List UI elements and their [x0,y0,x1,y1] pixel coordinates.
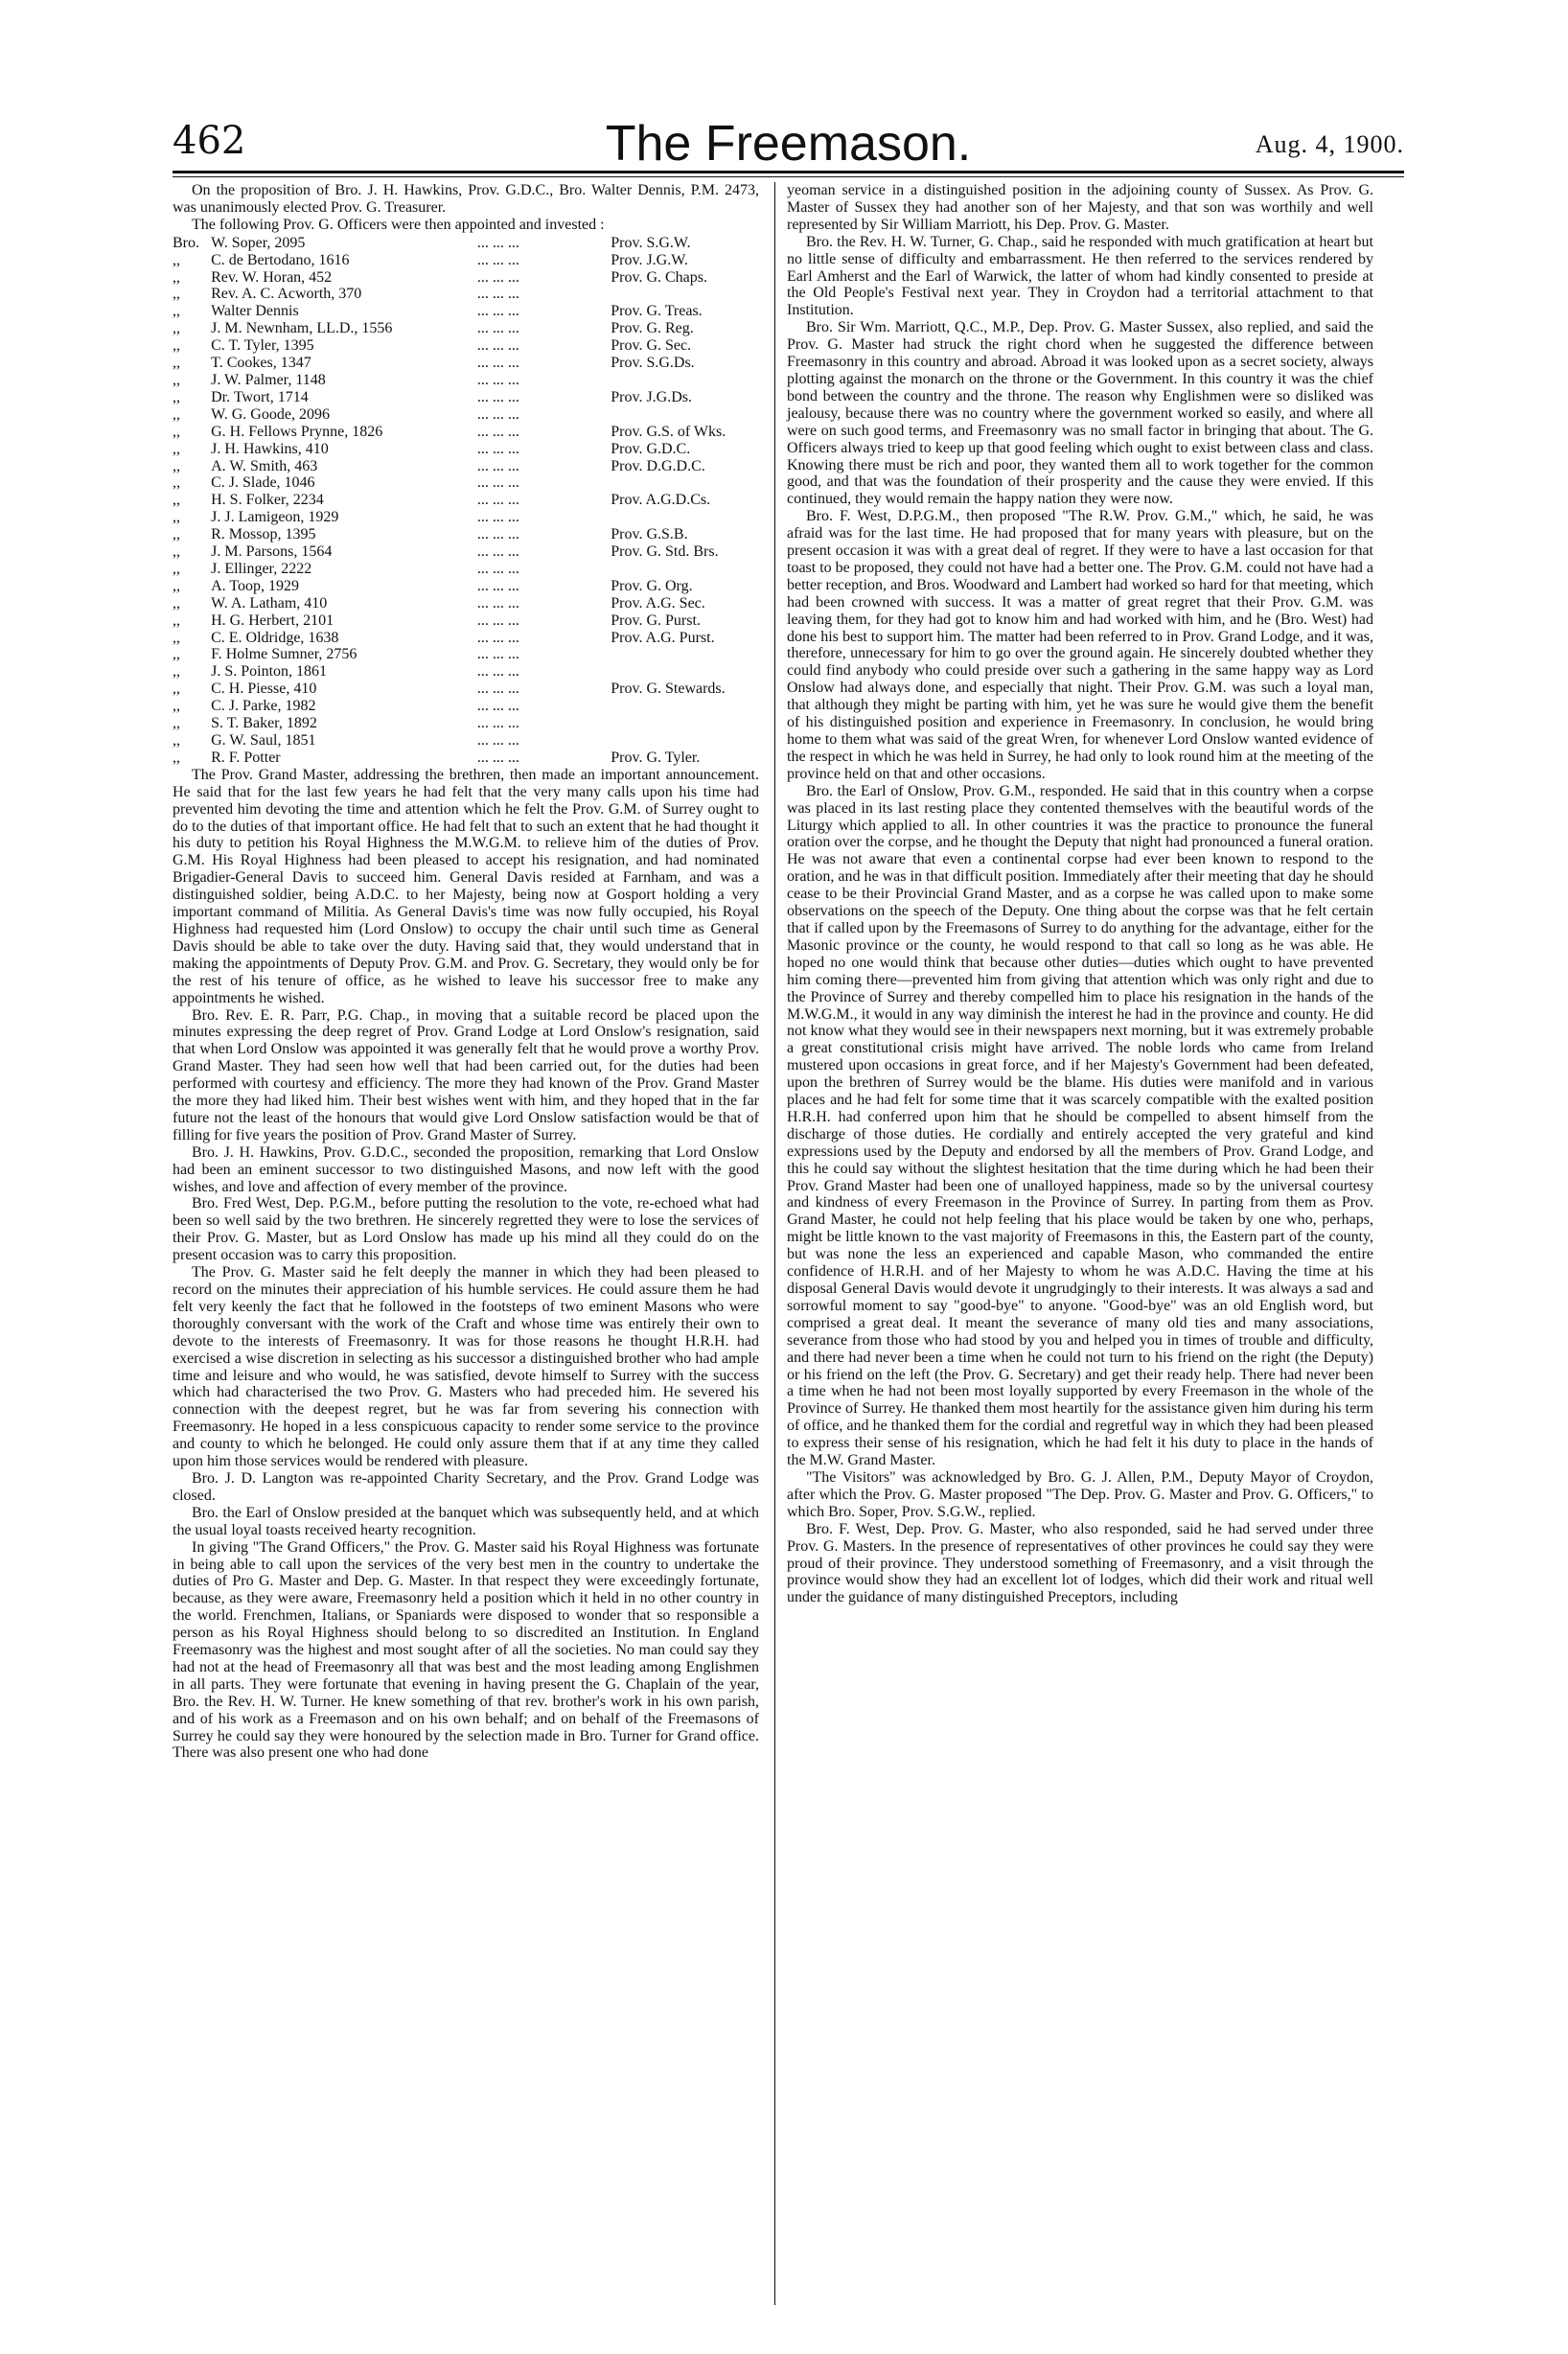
officer-name: Rev. W. Horan, 452 [211,268,333,286]
officer-row [173,630,748,647]
officer-row [173,286,748,303]
officer-prefix: ,, [173,320,180,337]
article-paragraph: Bro. Fred West, Dep. P.G.M., before putting the resolution to the vote, re-echoed what had been so well said by the two brethren. He sincerely regretted they were to lose the services of their Prov. G. Master, but as Lord Onslow has made up his mind all they could do on the present occasion was to carry this proposition. [173,1195,759,1264]
officer-prefix: ,, [173,371,180,388]
leader-dots: ... ... ... [476,526,519,543]
masthead-title: The Freemason. [605,116,972,172]
leader-dots: ... ... ... [476,303,519,320]
left-column [173,182,759,1762]
officer-row [173,372,748,389]
officer-office [611,406,748,424]
officer-row [173,474,748,492]
officer-name: C. E. Oldridge, 1638 [211,629,339,646]
article-paragraph: Bro. F. West, D.P.G.M., then proposed "The R.W. Prov. G.M.," which, he said, he was afraid was for the last time. He had proposed that for many years with pleasure, but on the present occasion it was with a great deal of regret. If they were to have a last occasion for that toast to be proposed, they could not have had a better one. The Prov. G.M. could not have had a better reception, and Bros. Woodward and Lambert had worked so hard for that meeting, which had been crowned with success. It was a matter of great regret that their Prov. G.M. was leaving them, for they had got to know him and had worked with him, and he (Bro. West) had done his best to support him. The matter had been referred to in Prov. Grand Lodge, and it was, therefore, unnecessary for him to go over the ground again. He sincerely doubted whether they could find anybody who could preside over such a gathering in the same happy way as Lord Onslow had always done, and especially that night. Their Prov. G.M. was such a loyal man, that although they might be parting with him, yet he was sure he would give them the benefit of his distinguished position and experience in Freemasonry. In conclusion, he would bring home to them what was said of the great Wren, for whenever Lord Onslow wanted evidence of the respect in which he was held in Surrey, he had only to look round him at the meeting of the province held on that and other occasions. [787,508,1373,782]
officer-row [173,320,748,337]
officer-row [173,252,748,269]
officer-office: Prov. S.G.Ds. [611,355,695,372]
leader-dots: ... ... ... [476,457,519,474]
officer-prefix: ,, [173,560,180,577]
article-paragraph: Bro. the Earl of Onslow, Prov. G.M., responded. He said that in this country when a corpse was placed in its last resting place they contented themselves with the beautiful words of the Liturgy which applied to all. In other countries it was the practice to pronounce the funeral oration over the corpse, and he thought the Deputy that night had pronounced a funeral oration. He was not aware that even a continental corpse had ever been known to respond to the oration, and he was in that difficult position. Immediately after their meeting that day he should cease to be their Provincial Grand Master, and as a corpse he was called upon to make some observations on the speech of the Deputy. One thing about the corpse was that he felt certain that if called upon by the Freemasons of Surrey to do anything for the advantage, either for the Masonic province or the county, he would respond to that call so long as he was able. He hoped no one would think that because other duties—duties which ought to have prevented him coming there—prevented him from giving that attention which was only right and due to the Province of Surrey and thereby compelled him to place his resignation in the hands of the M.W.G.M., it would in any way diminish the interest he had in the province and county. He did not know what they would see in their newspapers next morning, but it was extremely probable a great constitutional crisis might have arrived. The noble lords who came from Ireland mustered upon occasions in great force, and if her Majesty's Government had been defeated, upon the brethren of Surrey would be the blame. His duties were manifold and in various places and he had felt for some time that it was scarcely compatible with the exalted position H.R.H. had conferred upon him that he should be compelled to absent himself from the discharge of those duties. He cordially and entirely accepted the very grateful and kind expressions used by the Deputy and endorsed by all the members of Prov. Grand Lodge, and this he could say without the slightest hesitation that the time during which he had been their Prov. Grand Master had been one of unalloyed happiness, made so by the universal courtesy and kindness of every Freemason in the Province of Surrey. In parting from them as Prov. Grand Master, he could not help feeling that his place would be taken by one who, perhaps, might be little known to the vast majority of Freemasons in this, the Eastern part of the county, but was none the less an experienced and capable Mason, who commanded the entire confidence of H.R.H. and of her Majesty to whom he was A.D.C. Having the time at his disposal General Davis would devote it ungrudgingly to their interests. It was always a sad and sorrowful moment to say "good-bye" to anyone. "Good-bye" was an old English word, but comprised a great deal. It meant the severance of many old ties and many associations, severance from those who had stood by you and helped you in times of trouble and difficulty, and there had never been a time when he could not turn to his friend on the right (the Deputy) or his friend on the left (the Prov. G. Secretary) and get their ready help. There had never been a time when he had not been most loyally supported by every Freemason in the whole of the Province of Surrey. He thanked them most heartily for the assistance given him during his term of office, and he thanked them for the cordial and regretful way in which they had been pleased to express their sense of his resignation, which he had felt it his duty to place in the hands of the M.W. Grand Master. [787,782,1373,1469]
leader-dots: ... ... ... [476,594,519,612]
header-rule-thin [173,176,1404,177]
officer-row [173,663,748,681]
officer-row [173,526,748,543]
leader-dots: ... ... ... [476,371,519,388]
officer-row [173,441,748,458]
officer-row [173,543,748,561]
officer-office: Prov. G. Reg. [611,320,694,337]
officer-office: Prov. G. Std. Brs. [611,543,719,561]
officer-prefix: ,, [173,526,180,543]
officer-prefix: ,, [173,268,180,286]
article-paragraph: "The Visitors" was acknowledged by Bro. G. J. Allen, P.M., Deputy Mayor of Croydon, after which the Prov. G. Master proposed "The Dep. Prov. G. Master and Prov. G. Officers," to which Bro. Soper, Prov. S.G.W., replied. [787,1468,1373,1520]
leader-dots: ... ... ... [476,612,519,629]
leader-dots: ... ... ... [476,423,519,440]
officer-name: J. M. Parsons, 1564 [211,543,333,561]
right-column [787,182,1373,1606]
officer-office [611,698,748,715]
article-paragraph: In giving "The Grand Officers," the Prov. G. Master said his Royal Highness was fortunate in being able to call upon the services of the very best men in the country to undertake the duties of Pro G. Master and Dep. G. Master. In that respect they were exceedingly fortunate, because, as they were aware, Freemasonry held a position which it held in no other country in the world. Frenchmen, Italians, or Spaniards were disposed to wonder that so responsible a person as his Royal Highness should belong to so discredited an Institution. In England Freemasonry was the highest and most sought after of all the societies. No man could say they had not at the head of Freemasonry all that was best and the most leading among Englishmen in all parts. They were fortunate that evening in having present the G. Chaplain of the year, Bro. the Rev. H. W. Turner. He knew something of that rev. brother's work in his own parish, and of his work as a Freemason and on his own behalf; and on behalf of the Freemasons of Surrey he could say they were honoured by the selection made in Bro. Turner for Grand office. There was also present one who had done [173,1538,759,1762]
article-paragraph: yeoman service in a distinguished position in the adjoining county of Sussex. As Prov. G. Master of Sussex they had another son of her Majesty, and that son was worthily and well represented by Sir William Marriott, his Dep. Prov. G. Master. [787,182,1373,233]
officer-office [611,663,748,681]
leader-dots: ... ... ... [476,749,519,766]
officer-office: Prov. G.S. of Wks. [611,423,726,440]
officer-prefix: ,, [173,543,180,561]
officer-name: J. H. Hawkins, 410 [211,440,329,457]
officer-prefix: ,, [173,715,180,732]
officer-row [173,406,748,424]
leader-dots: ... ... ... [476,715,519,732]
officer-prefix: ,, [173,681,180,698]
officer-name: G. W. Saul, 1851 [211,732,316,749]
officer-office: Prov. G. Org. [611,577,693,594]
officer-name: A. Toop, 1929 [211,577,300,594]
officer-prefix: ,, [173,303,180,320]
column-divider [774,182,775,2305]
officer-row [173,698,748,715]
officer-row [173,235,748,252]
officer-name: W. G. Goode, 2096 [211,405,330,423]
officer-name: C. de Bertodano, 1616 [211,251,350,268]
officer-prefix: ,, [173,492,180,509]
officer-office [611,286,748,303]
officer-name: A. W. Smith, 463 [211,457,318,474]
officer-row [173,681,748,698]
officer-prefix: ,, [173,698,180,715]
officer-row [173,458,748,475]
officer-prefix: ,, [173,474,180,492]
leader-dots: ... ... ... [476,405,519,423]
officer-office [611,715,748,732]
officer-office: Prov. G. Treas. [611,303,703,320]
officer-name: R. Mossop, 1395 [211,526,316,543]
leader-dots: ... ... ... [476,560,519,577]
officer-prefix: ,, [173,388,180,405]
article-paragraph: The Prov. Grand Master, addressing the brethren, then made an important announcement. He said that for the last few years he had felt that the very many calls upon his time had prevented him devoting the time and attention which he felt the Prov. G.M. of Surrey ought to do to the duties of that important office. He had felt that to such an extent that he had thought it his duty to petition his Royal Highness the M.W.G.M. to relieve him of the duties of Prov. G.M. His Royal Highness had been pleased to accept his resignation, and had nominated Brigadier-General Davis to succeed him. General Davis resided at Farnham, and was a distinguished soldier, being A.D.C. to her Majesty, being now at Gosport holding a very important command of Militia. As General Davis's time was now fully occupied, his Royal Highness had requested him (Lord Onslow) to occupy the chair until such time as General Davis should be able to take over the duty. Having said that, they would understand that in making the appointments of Deputy Prov. G.M. and Prov. G. Secretary, they would only be for the rest of his tenure of office, as he wished to leave his successor free to make any appointments he wished. [173,766,759,1006]
officer-office: Prov. G. Stewards. [611,681,726,698]
leader-dots: ... ... ... [476,646,519,663]
officer-office: Prov. A.G. Purst. [611,629,715,646]
leader-dots: ... ... ... [476,251,519,268]
officer-name: Walter Dennis [211,303,299,320]
officer-office [611,646,748,663]
article-paragraph: Bro. the Rev. H. W. Turner, G. Chap., said he responded with much gratification at heart but no little sense of difficulty and embarrassment. He then referred to the services rendered by Earl Amherst and the Earl of Warwick, the latter of whom had kindly consented to preside at the Old People's Festival next year. They in Croydon had a territorial attachment to that Institution. [787,233,1373,319]
officer-row [173,578,748,595]
officer-prefix: ,, [173,251,180,268]
leader-dots: ... ... ... [476,388,519,405]
officer-name: Rev. A. C. Acworth, 370 [211,286,362,303]
officer-prefix: ,, [173,629,180,646]
leader-dots: ... ... ... [476,268,519,286]
left-article-body [173,767,759,1763]
leader-dots: ... ... ... [476,698,519,715]
officer-name: Dr. Twort, 1714 [211,388,309,405]
officer-office [611,509,748,526]
officer-row [173,715,748,732]
officer-name: C. J. Slade, 1046 [211,474,315,492]
officer-name: J. S. Pointon, 1861 [211,663,328,681]
officer-name: W. A. Latham, 410 [211,594,328,612]
officer-prefix: ,, [173,577,180,594]
leader-dots: ... ... ... [476,337,519,355]
officer-office: Prov. G. Chaps. [611,268,707,286]
officer-office: Prov. D.G.D.C. [611,457,705,474]
officer-prefix: ,, [173,646,180,663]
officer-row [173,355,748,372]
intro-paragraph: The following Prov. G. Officers were then appointed and invested : [192,216,605,233]
leader-dots: ... ... ... [476,234,519,251]
officer-row [173,595,748,612]
officer-office [611,372,748,389]
officer-row [173,269,748,287]
leader-dots: ... ... ... [476,732,519,749]
officer-prefix: ,, [173,663,180,681]
officer-name: C. H. Piesse, 410 [211,681,317,698]
officer-row [173,303,748,320]
officer-name: G. H. Fellows Prynne, 1826 [211,423,383,440]
right-article-body [787,182,1373,1606]
officer-prefix: ,, [173,594,180,612]
officer-name: F. Holme Sumner, 2756 [211,646,357,663]
officer-row [173,561,748,578]
article-paragraph: Bro. the Earl of Onslow presided at the banquet which was subsequently held, and at which the usual loyal toasts received hearty recognition. [173,1504,759,1538]
officer-prefix: ,, [173,612,180,629]
officer-office: Prov. G. Sec. [611,337,692,355]
leader-dots: ... ... ... [476,509,519,526]
leader-dots: ... ... ... [476,286,519,303]
officer-name: R. F. Potter [211,749,281,766]
officer-prefix: ,, [173,286,180,303]
leader-dots: ... ... ... [476,320,519,337]
officer-prefix: ,, [173,355,180,372]
intro-paragraph: On the proposition of Bro. J. H. Hawkins, Prov. G.D.C., Bro. Walter Dennis, P.M. 2473, was unanimously elected Prov. G. Treasurer. [173,182,759,216]
leader-dots: ... ... ... [476,577,519,594]
officer-office: Prov. A.G. Sec. [611,594,705,612]
officer-name: J. Ellinger, 2222 [211,560,312,577]
officer-prefix: ,, [173,440,180,457]
leader-dots: ... ... ... [476,355,519,372]
officer-office: Prov. G. Tyler. [611,749,701,766]
officer-name: J. J. Lamigeon, 1929 [211,509,339,526]
officer-office [611,474,748,492]
officer-prefix: ,, [173,337,180,355]
officer-row [173,337,748,355]
leader-dots: ... ... ... [476,629,519,646]
article-paragraph: Bro. J. H. Hawkins, Prov. G.D.C., seconded the proposition, remarking that Lord Onslow had been an eminent successor to two distinguished Masons, and now left with the good wishes, and love and affection of every member of the province. [173,1143,759,1195]
leader-dots: ... ... ... [476,492,519,509]
officer-office [611,561,748,578]
officer-row [173,509,748,526]
officer-name: W. Soper, 2095 [211,234,306,251]
officer-prefix: ,, [173,732,180,749]
officer-prefix: ,, [173,457,180,474]
page-number: 462 [173,119,246,163]
officer-office [611,732,748,750]
officer-name: J. M. Newnham, LL.D., 1556 [211,320,393,337]
leader-dots: ... ... ... [476,543,519,561]
article-paragraph: Bro. F. West, Dep. Prov. G. Master, who also responded, said he had served under three Prov. G. Masters. In the presence of representatives of other provinces he could say they were proud of their province. They understood something of Freemasonry, and a visit through the province would show they had an excellent lot of lodges, which did their work and ritual well under the guidance of many distinguished Preceptors, including [787,1520,1373,1606]
officer-name: T. Cookes, 1347 [211,355,311,372]
officer-office: Prov. G.D.C. [611,440,691,457]
officer-name: H. S. Folker, 2234 [211,492,324,509]
officer-office: Prov. J.G.Ds. [611,388,692,405]
article-paragraph: Bro. J. D. Langton was re-appointed Charity Secretary, and the Prov. Grand Lodge was closed. [173,1469,759,1504]
officer-name: C. T. Tyler, 1395 [211,337,314,355]
leader-dots: ... ... ... [476,474,519,492]
page-header [173,115,1404,173]
officer-prefix: ,, [173,405,180,423]
leader-dots: ... ... ... [476,663,519,681]
leader-dots: ... ... ... [476,440,519,457]
officer-row [173,424,748,441]
officer-row [173,492,748,509]
article-paragraph: Bro. Sir Wm. Marriott, Q.C., M.P., Dep. Prov. G. Master Sussex, also replied, and said the Prov. G. Master had struck the right chord when he suggested the difference between Freemasonry in this country and abroad. Abroad it was looked upon as a secret society, always plotting against the monarch on the throne or the Government. In this country it was the chief bond between the country and the throne. The reason why Englishmen were so disliked was jealousy, because there was no country where the government worked so easily, and where all were on such good terms, and Freemasonry was no small factor in bringing that about. The G. Officers always tried to keep up that good feeling which ought to exist between class and class. Knowing there must be rich and poor, they wanted them all to work together for the common good, and that was the foundation of their prosperity and the cause they were envied. If this continued, they would remain the happy nation they were now. [787,319,1373,508]
officer-office: Prov. G. Purst. [611,612,701,629]
officer-row [173,732,748,750]
officer-prefix: ,, [173,509,180,526]
officer-prefix: Bro. [173,234,199,251]
officer-name: S. T. Baker, 1892 [211,715,317,732]
officer-name: H. G. Herbert, 2101 [211,612,334,629]
officer-row [173,389,748,406]
officer-office: Prov. S.G.W. [611,234,691,251]
header-rule [173,171,1404,173]
officer-name: J. W. Palmer, 1148 [211,371,326,388]
officer-row [173,612,748,630]
officer-row [173,646,748,663]
officer-name: C. J. Parke, 1982 [211,698,316,715]
officer-office: Prov. A.G.D.Cs. [611,492,711,509]
article-paragraph: The Prov. G. Master said he felt deeply the manner in which they had been pleased to record on the minutes their appreciation of his humble services. He could assure them he had felt very keenly the fact that he followed in the footsteps of two eminent Masons who were thoroughly conversant with the work of the Craft and whose time was entirely their own to devote to the interests of Freemasonry. It was for those reasons he thought H.R.H. had exercised a wise discretion in selecting as his successor a distinguished brother who had ample time and leisure and who would, he was satisfied, devote himself to Surrey with the success which had characterised the two Prov. G. Masters who had preceded him. He severed his connection with the deepest regret, but he was far from severing his connection with Freemasonry. He hoped in a less conspicuous capacity to render some service to the province and county to which he belonged. He could only assure them that if at any time they called upon him those services would be rendered with pleasure. [173,1264,759,1470]
officer-prefix: ,, [173,749,180,766]
officer-row [173,750,748,767]
officer-prefix: ,, [173,423,180,440]
leader-dots: ... ... ... [476,681,519,698]
officer-office: Prov. J.G.W. [611,251,688,268]
officers-list [173,235,748,767]
article-paragraph: Bro. Rev. E. R. Parr, P.G. Chap., in moving that a suitable record be placed upon the minutes expressing the deep regret of Prov. Grand Lodge at Lord Onslow's resignation, said that when Lord Onslow was appointed it was generally felt that he would prove a worthy Prov. Grand Master. They had seen how well that had been carried out, for the duties had been performed with courtesy and efficiency. The more they had known of the Prov. Grand Master the more they had liked him. Their best wishes went with him, and they hoped that in the far future not the least of the honours that would give Lord Onslow satisfaction would be that of filling for five years the position of Prov. Grand Master of Surrey. [173,1006,759,1143]
officer-office: Prov. G.S.B. [611,526,688,543]
issue-date: Aug. 4, 1900. [1255,130,1404,158]
